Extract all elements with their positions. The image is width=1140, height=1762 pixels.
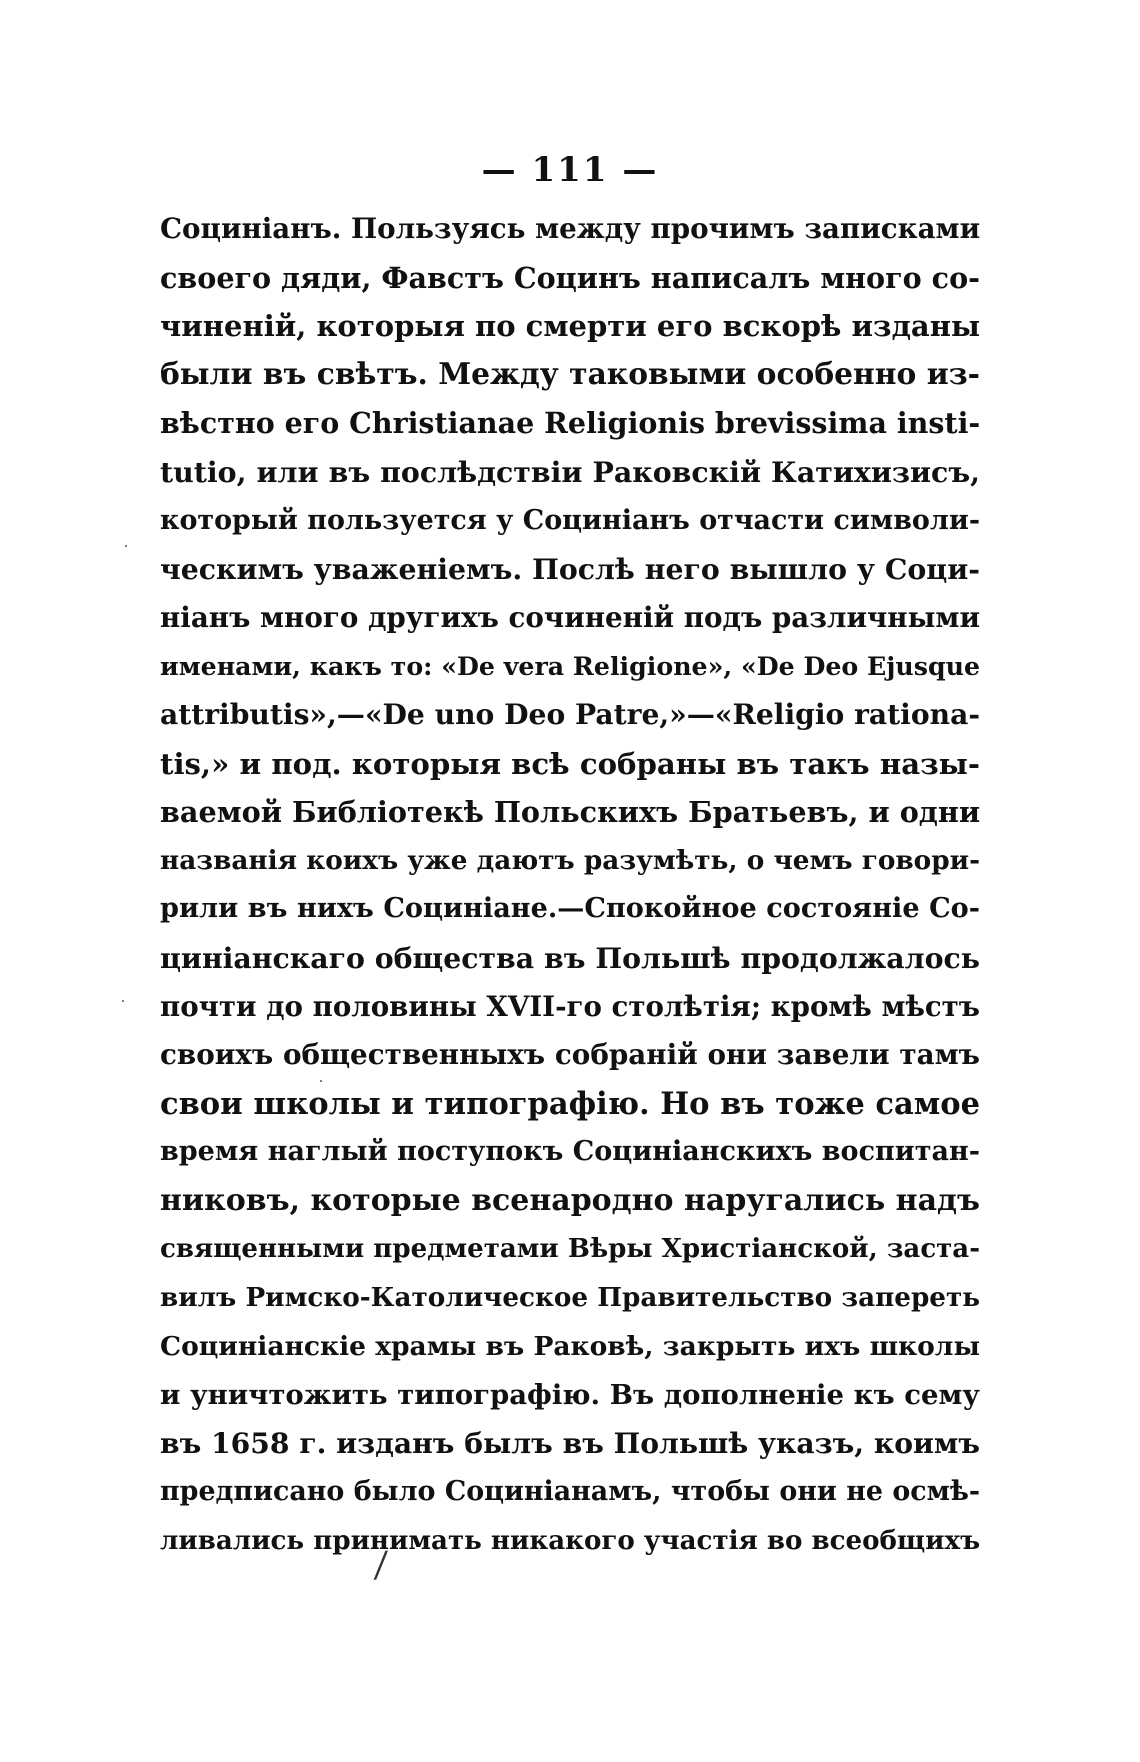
text-line-25: и уничтожить типографію. Въ дополненіе къ сему xyxy=(160,1379,980,1412)
text-line-22: священными предметами Вѣры Христіанской, заста- xyxy=(160,1234,980,1265)
text-line-2: своего дяди, Фавстъ Социнъ написалъ много со- xyxy=(160,260,980,295)
text-line-17: почти до половины XVII-го столѣтія; кромѣ мѣстъ xyxy=(160,989,980,1023)
text-line-27: предписано было Социніанамъ, чтобы они не осмѣ- xyxy=(160,1476,980,1508)
text-line-28: ливались принимать никакого участія во всеобщихъ xyxy=(160,1525,981,1557)
text-line-10: именами, какъ то: «De vera Religione», «De Deo Ejusque xyxy=(160,651,980,682)
text-line-15: рили въ нихъ Социніане.—Спокойное состояніе Со- xyxy=(160,893,980,925)
page-number: — 111 — xyxy=(481,150,659,190)
text-line-16: циніанскаго общества въ Польшѣ продолжалось xyxy=(160,940,980,975)
text-line-20: время наглый поступокъ Социніанскихъ воспитан- xyxy=(160,1136,980,1168)
text-line-7: который пользуется у Социніанъ отчасти символи- xyxy=(160,504,980,536)
text-line-23: вилъ Римско-Католическое Правительство запереть xyxy=(160,1282,980,1314)
text-line-3: чиненій, которыя по смерти его вскорѣ изданы xyxy=(160,309,981,344)
text-line-1: Социніанъ. Пользуясь между прочимъ записками xyxy=(160,212,981,245)
body-text xyxy=(160,205,980,1566)
paper-speck xyxy=(320,1080,322,1082)
text-line-26: въ 1658 г. изданъ былъ въ Польшѣ указъ, коимъ xyxy=(160,1426,980,1460)
text-line-18: своихъ общественныхъ собраній они завели тамъ xyxy=(160,1038,980,1072)
text-line-8: ческимъ уваженіемъ. Послѣ него вышло у Соци- xyxy=(160,552,980,587)
text-line-24: Социніанскіе храмы въ Раковѣ, закрыть ихъ школы xyxy=(160,1330,980,1362)
text-line-11: attributis»,—«De uno Deo Patre,»—«Religio rationa- xyxy=(160,697,980,731)
text-line-6: tutio, или въ послѣдствіи Раковскій Катихизисъ, xyxy=(160,454,980,489)
footer-mark: / xyxy=(373,1544,389,1586)
paper-speck xyxy=(122,1000,124,1002)
text-line-13: ваемой Библіотекѣ Польскихъ Братьевъ, и одни xyxy=(160,795,981,830)
text-line-19: свои школы и типографію. Но въ тоже самое xyxy=(160,1085,981,1122)
text-line-12: tis,» и под. которыя всѣ собраны въ такъ назы- xyxy=(160,746,980,781)
text-line-14: названія коихъ уже даютъ разумѣть, о чемъ говори- xyxy=(160,844,980,876)
text-line-21: никовъ, которые всенародно наругались надъ xyxy=(160,1182,980,1218)
text-line-4: были въ свѣтъ. Между таковыми особенно из- xyxy=(160,356,980,392)
paper-speck xyxy=(125,545,127,547)
text-line-5: вѣстно его Christianae Religionis brevissima insti- xyxy=(160,406,981,441)
text-line-9: ніанъ много другихъ сочиненій подъ различными xyxy=(160,600,981,634)
